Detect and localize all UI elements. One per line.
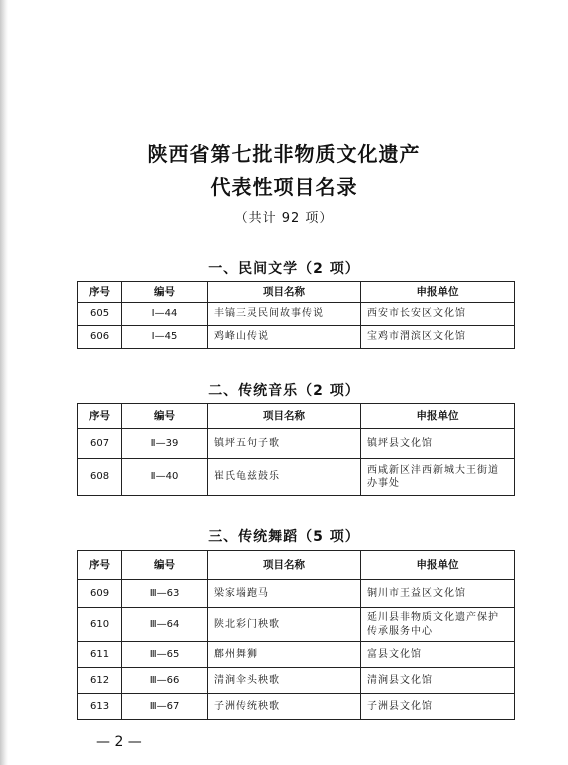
header-name: 项目名称 bbox=[208, 551, 361, 580]
cell-name: 鄜州舞狮 bbox=[208, 642, 361, 668]
header-name: 项目名称 bbox=[208, 282, 361, 303]
header-code: 编号 bbox=[122, 404, 208, 429]
table-row bbox=[78, 608, 515, 642]
section-title-traditional-music: 二、传统音乐（2 项） bbox=[208, 383, 360, 399]
cell-name: 鸡峰山传说 bbox=[208, 326, 361, 349]
cell-name: 陕北彩门秧歌 bbox=[208, 608, 361, 642]
document-title-line1: 陕西省第七批非物质文化遗产 bbox=[147, 142, 421, 166]
cell-code: Ⅲ—63 bbox=[122, 580, 208, 608]
cell-seq: 609 bbox=[78, 580, 122, 608]
cell-code: Ⅲ—65 bbox=[122, 642, 208, 668]
cell-name: 崔氏龟兹鼓乐 bbox=[208, 459, 361, 496]
cell-unit: 清涧县文化馆 bbox=[361, 668, 515, 694]
cell-seq: 613 bbox=[78, 694, 122, 720]
cell-unit: 镇坪县文化馆 bbox=[361, 429, 515, 459]
header-name: 项目名称 bbox=[208, 404, 361, 429]
cell-unit: 西安市长安区文化馆 bbox=[361, 303, 515, 326]
page-number: — 2 — bbox=[96, 734, 142, 750]
cell-seq: 612 bbox=[78, 668, 122, 694]
cell-seq: 610 bbox=[78, 608, 122, 642]
document-title-line2: 代表性项目名录 bbox=[210, 175, 358, 199]
cell-unit: 延川县非物质文化遗产保护传承服务中心 bbox=[361, 608, 515, 642]
header-unit: 申报单位 bbox=[361, 282, 515, 303]
table-row bbox=[78, 429, 515, 459]
header-unit: 申报单位 bbox=[361, 404, 515, 429]
table-row bbox=[78, 459, 515, 496]
cell-name: 丰镐三灵民间故事传说 bbox=[208, 303, 361, 326]
cell-code: Ⅲ—67 bbox=[122, 694, 208, 720]
table-row bbox=[78, 326, 515, 349]
table-row bbox=[78, 642, 515, 668]
cell-unit: 富县文化馆 bbox=[361, 642, 515, 668]
header-seq: 序号 bbox=[78, 404, 122, 429]
cell-seq: 606 bbox=[78, 326, 122, 349]
header-code: 编号 bbox=[122, 282, 208, 303]
cell-unit: 铜川市王益区文化馆 bbox=[361, 580, 515, 608]
cell-code: Ⅲ—66 bbox=[122, 668, 208, 694]
table-traditional-dance bbox=[77, 550, 515, 720]
table-row bbox=[78, 668, 515, 694]
cell-name: 清涧伞头秧歌 bbox=[208, 668, 361, 694]
table-folk-literature bbox=[77, 281, 515, 349]
table-row bbox=[78, 303, 515, 326]
table-traditional-music bbox=[77, 403, 515, 496]
section-title-folk-literature: 一、民间文学（2 项） bbox=[208, 261, 360, 277]
cell-code: Ⅰ—44 bbox=[122, 303, 208, 326]
cell-unit: 西咸新区沣西新城大王街道办事处 bbox=[361, 459, 515, 496]
cell-code: Ⅰ—45 bbox=[122, 326, 208, 349]
cell-seq: 611 bbox=[78, 642, 122, 668]
header-unit: 申报单位 bbox=[361, 551, 515, 580]
table-header-row bbox=[78, 551, 515, 580]
table-row bbox=[78, 580, 515, 608]
document-subtitle: （共计 92 项） bbox=[234, 211, 334, 226]
cell-code: Ⅲ—64 bbox=[122, 608, 208, 642]
table-row bbox=[78, 694, 515, 720]
cell-code: Ⅱ—39 bbox=[122, 429, 208, 459]
cell-code: Ⅱ—40 bbox=[122, 459, 208, 496]
table-header-row bbox=[78, 282, 515, 303]
header-seq: 序号 bbox=[78, 282, 122, 303]
cell-seq: 608 bbox=[78, 459, 122, 496]
cell-name: 镇坪五句子歌 bbox=[208, 429, 361, 459]
header-seq: 序号 bbox=[78, 551, 122, 580]
table-header-row bbox=[78, 404, 515, 429]
cell-name: 子洲传统秧歌 bbox=[208, 694, 361, 720]
cell-unit: 子洲县文化馆 bbox=[361, 694, 515, 720]
section-title-traditional-dance: 三、传统舞蹈（5 项） bbox=[208, 529, 360, 545]
header-code: 编号 bbox=[122, 551, 208, 580]
cell-name: 梁家堖跑马 bbox=[208, 580, 361, 608]
cell-unit: 宝鸡市渭滨区文化馆 bbox=[361, 326, 515, 349]
cell-seq: 607 bbox=[78, 429, 122, 459]
cell-seq: 605 bbox=[78, 303, 122, 326]
